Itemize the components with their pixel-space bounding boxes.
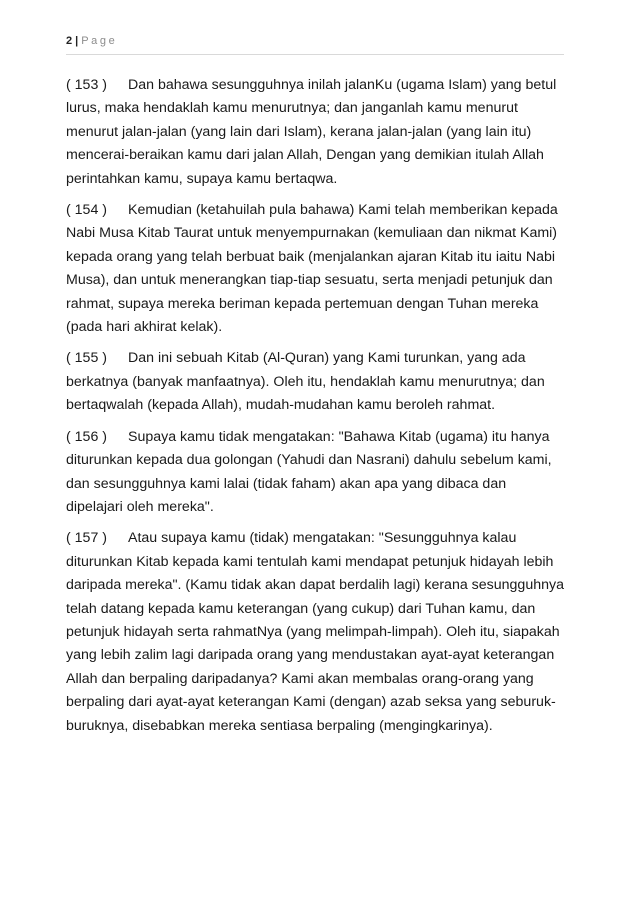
verse-154 <box>66 199 564 339</box>
page-label: Page <box>81 35 118 47</box>
verse-157 <box>66 527 564 738</box>
verse-text: Supaya kamu tidak mengatakan: "Bahawa Kitab (ugama) itu hanya diturunkan kepada dua golongan (Yahudi dan Nasrani) dahulu sebelum kami, dan sesungguhnya kami lalai (tidak faham) akan apa yang dibaca dan dipelajari oleh mereka". <box>66 428 552 515</box>
verse-text: Dan bahawa sesungguhnya inilah jalanKu (ugama Islam) yang betul lurus, maka hendaklah kamu menurutnya; dan janganlah kamu menurut menurut jalan-jalan (yang lain dari Islam), kerana jalan-jalan (yang lain itu) mencerai-beraikan kamu dari jalan Allah, Dengan yang demikian itulah Allah perintahkan kamu, supaya kamu bertaqwa. <box>66 77 557 187</box>
verse-number: ( 153 ) <box>66 77 108 93</box>
verse-text: Atau supaya kamu (tidak) mengatakan: "Sesungguhnya kalau diturunkan Kitab kepada kami tentulah kami mendapat petunjuk hidayah lebih daripada mereka". (Kamu tidak akan dapat berdalih lagi) kerana sesungguhnya telah datang kepada kamu keterangan (yang cukup) dari Tuhan kamu, dan petunjuk hidayah serta rahmatNya (yang melimpah-limpah). Oleh itu, siapakah yang lebih zalim lagi daripada orang yang mendustakan ayat-ayat keterangan Allah dan berpaling daripadanya? Kami akan membalas orang-orang yang berpaling dari ayat-ayat keterangan Kami (dengan) azab seksa yang seburuk-buruknya, disebabkan mereka sentiasa berpaling (mengingkarinya). <box>66 530 564 734</box>
page-number: 2 <box>66 35 73 47</box>
verse-text: Dan ini sebuah Kitab (Al-Quran) yang Kami turunkan, yang ada berkatnya (banyak manfaatnya). Oleh itu, hendaklah kamu menurutnya; dan bertaqwalah (kepada Allah), mudah-mudahan kamu beroleh rahmat. <box>66 350 545 414</box>
verse-153 <box>66 74 564 191</box>
document-body <box>66 74 564 746</box>
page-header <box>66 34 564 55</box>
verse-text: Kemudian (ketahuilah pula bahawa) Kami telah memberikan kepada Nabi Musa Kitab Taurat untuk menyempurnakan (kemuliaan dan nikmat Kami) kepada orang yang telah berbuat baik (menjalankan ajaran Kitab itu iaitu Nabi Musa), dan untuk menerangkan tiap-tiap sesuatu, serta menjadi petunjuk dan rahmat, supaya mereka beriman kepada pertemuan dengan Tuhan mereka (pada hari akhirat kelak). <box>66 202 558 336</box>
page-separator: | <box>75 35 79 47</box>
verse-number: ( 156 ) <box>66 428 108 445</box>
verse-155 <box>66 347 564 417</box>
verse-number: ( 155 ) <box>66 350 108 367</box>
verse-number: ( 157 ) <box>66 530 108 547</box>
verse-156 <box>66 426 564 520</box>
verse-number: ( 154 ) <box>66 202 108 219</box>
